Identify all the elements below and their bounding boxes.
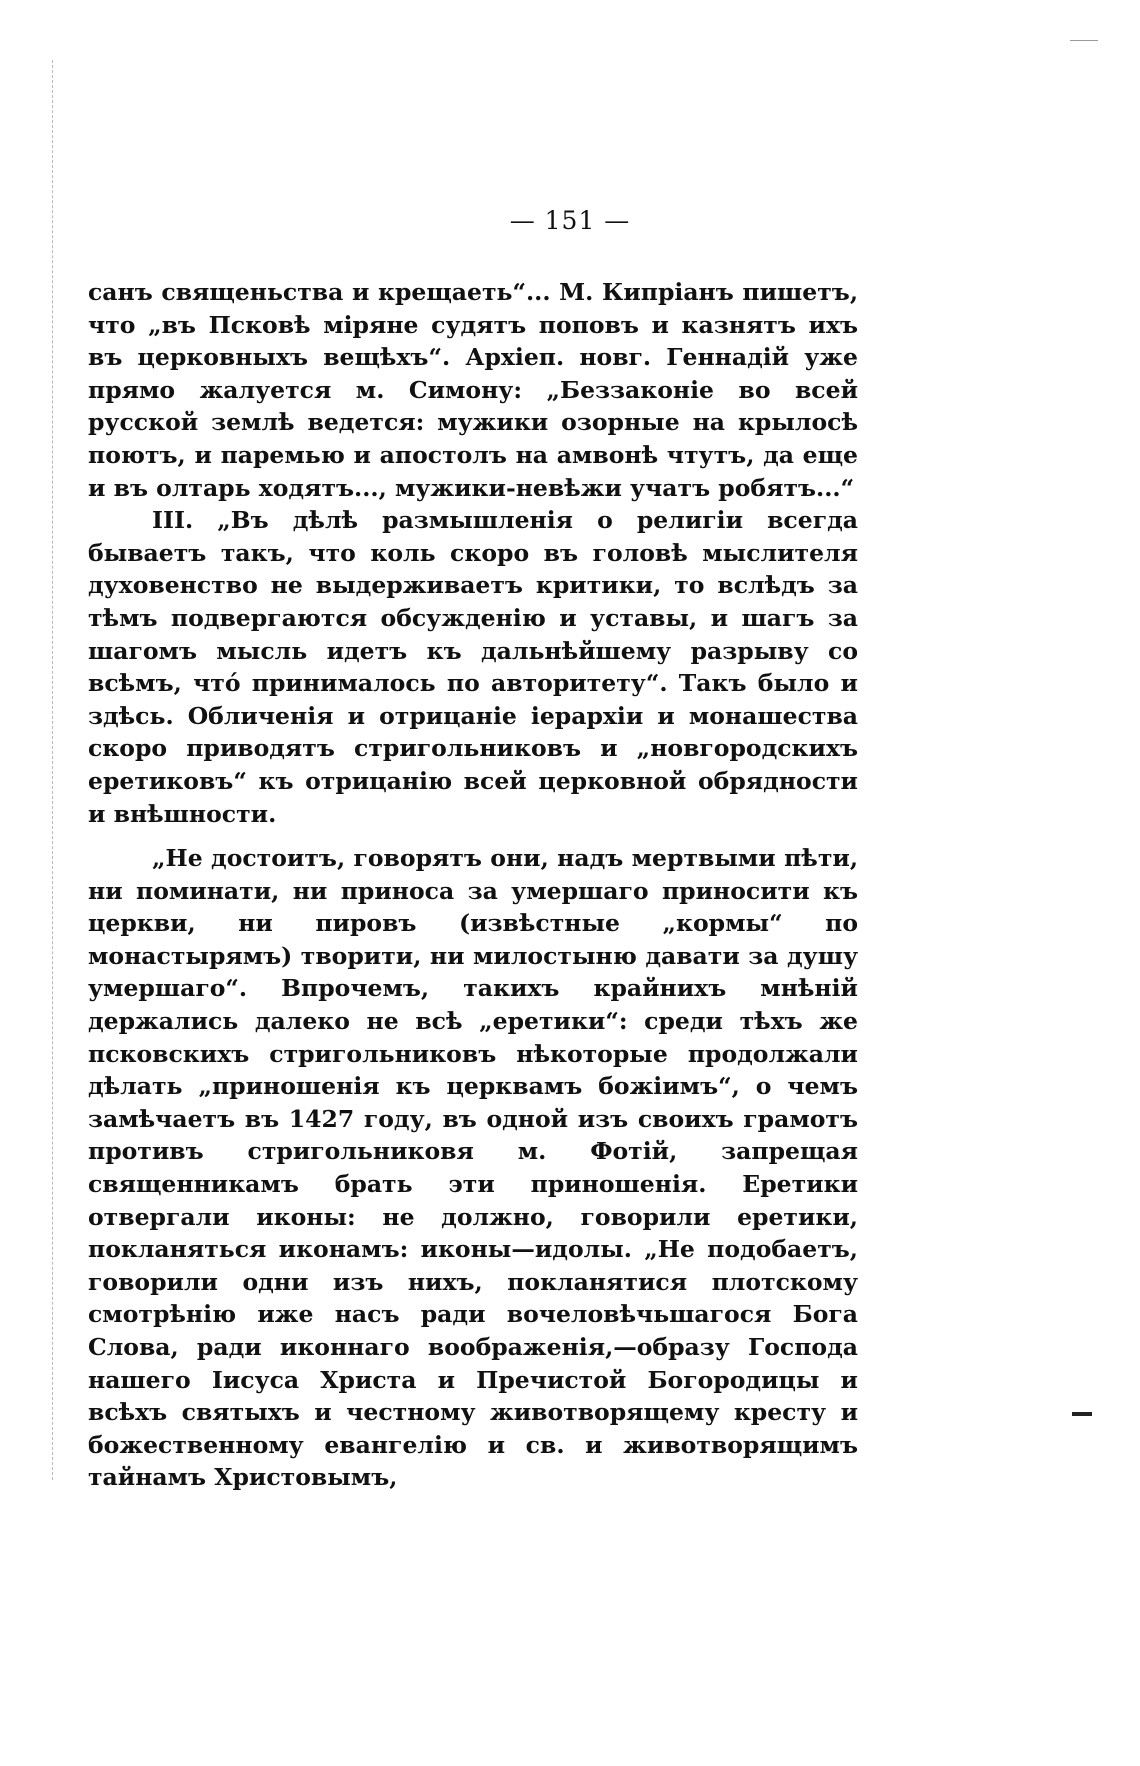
- scan-edge-mark-top: [1070, 40, 1098, 41]
- paragraph-section-iii: III. „Въ дѣлѣ размышленія о религіи всегда бываетъ такъ, что коль скоро въ головѣ мыслителя духовенство не выдерживаетъ критики, то вслѣдъ за тѣмъ подвергаются обсужденію и уставы, и шагъ за шагомъ мысль идетъ къ дальнѣйшему разрыву со всѣмъ, чтó принималось по авторитету“. Такъ было и здѣсь. Обличенія и отрицаніе іерархіи и монашества скоро приводятъ стригольниковъ и „новгородскихъ еретиковъ“ къ отрицанію всей церковной обрядности и внѣшности.: [88, 506, 858, 828]
- body-text: [88, 276, 858, 1494]
- paragraph-continuation: санъ священьства и крещаеть“... М. Кипріанъ пишетъ, что „въ Псковѣ міряне судятъ поповъ и казнятъ ихъ въ церковныхъ вещѣхъ“. Архіеп. новг. Геннадій уже прямо жалуется м. Симону: „Беззаконіе во всей русской землѣ ведется: мужики озорные на крылосѣ поютъ, и паремью и апостолъ на амвонѣ чтутъ, да еще и въ олтарь ходятъ..., мужики-невѣжи учатъ робятъ...“: [88, 278, 858, 502]
- scan-edge-mark-bottom: [1072, 1412, 1092, 1416]
- page-number: — 151 —: [509, 206, 631, 235]
- scan-edge-line: [52, 60, 54, 1480]
- paragraph-quotation: „Не достоитъ, говорятъ они, надъ мертвыми пѣти, ни поминати, ни приноса за умершаго приносити къ церкви, ни пировъ (извѣстные „кормы“ по монастырямъ) творити, ни милостыню давати за душу умершаго“. Впрочемъ, такихъ крайнихъ мнѣній держались далеко не всѣ „еретики“: среди тѣхъ же псковскихъ стригольниковъ нѣкоторые продолжали дѣлать „приношенія къ церквамъ божіимъ“, о чемъ замѣчаетъ въ 1427 году, въ одной изъ своихъ грамотъ противъ стригольниковя м. Фотій, запрещая священникамъ брать эти приношенія. Еретики отвергали иконы: не должно, говорили еретики, покланяться иконамъ: иконы—идолы. „Не подобаетъ, говорили одни изъ нихъ, покланятися плотскому смотрѣнію иже насъ ради вочеловѣчьшагося Бога Слова, ради иконнаго воображенія,—образу Господа нашего Іисуса Христа и Пречистой Богородицы и всѣхъ святыхъ и честному животворящему кресту и божественному евангелію и св. и животворящимъ тайнамъ Христовымъ,: [88, 844, 858, 1492]
